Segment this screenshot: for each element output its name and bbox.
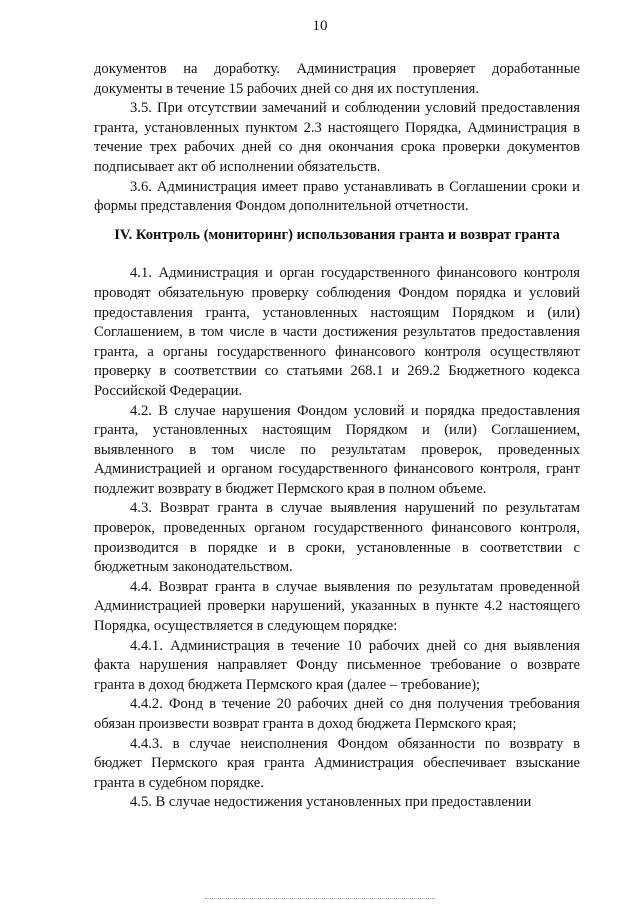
section-heading: IV. Контроль (мониторинг) использования гранта и возврат гранта [114,226,560,243]
bottom-divider [205,898,435,899]
paragraph-4-5: 4.5. В случае недостижения установленных при предоставлении [130,794,532,811]
paragraph-4-2: 4.2. В случае нарушения Фондом условий и порядка предоставления гранта, установленных настоящим Порядком и (или) Соглашением, выявленного в том числе по результатам проверок, проведенных Администрацией и органом государственного финансового контроля, грант подлежит возврату в бюджет Пермского края в полном объеме. [94,402,580,497]
paragraph-4-4-3: 4.4.3. в случае неисполнения Фондом обязанности по возврату в бюджет Пермского края гранта Администрация обеспечивает взыскание гранта в судебном порядке. [94,735,580,791]
paragraph-3-5: 3.5. При отсутствии замечаний и соблюдении условий предоставления гранта, установленных пунктом 2.3 настоящего Порядка, Администрация в течение трех рабочих дней со дня окончания срока проверки документов подписывает акт об исполнении обязательств. [94,100,580,175]
page-number: 10 [312,18,328,34]
paragraph-continuation: документов на доработку. Администрация проверяет доработанные документы в течение 15 рабочих дней со дня их поступления. [94,61,580,97]
paragraph-4-4: 4.4. Возврат гранта в случае выявления по результатам проведенной Администрацией проверки нарушений, указанных в пункте 4.2 настоящего Порядка, осуществляется в следующем порядке: [94,578,580,635]
paragraph-4-4-1: 4.4.1. Администрация в течение 10 рабочих дней со дня выявления факта нарушения направляет Фонду письменное требование о возврате гранта в доход бюджета Пермского края (далее – требование); [94,637,580,693]
paragraph-4-1: 4.1. Администрация и орган государственного финансового контроля проводят обязательную проверку соблюдения Фондом порядка и условий предоставления гранта, установленных настоящим Порядком и (или) Соглашением, в том числе в части достижения результатов предоставления гранта, а органы государственного финансового контроля осуществляют проверку в соответствии со статьями 268.1 и 269.2 Бюджетного кодекса Российской Федерации. [94,265,580,399]
paragraph-3-6: 3.6. Администрация имеет право устанавливать в Соглашении сроки и формы представления Фондом дополнительной отчетности. [94,178,580,215]
paragraph-4-3: 4.3. Возврат гранта в случае выявления нарушений по результатам проверок, проведенных органом государственного финансового контроля, производится в порядке и в сроки, установленные в соответствии с бюджетным законодательством. [94,500,580,576]
document-body [94,60,580,813]
paragraph-4-4-2: 4.4.2. Фонд в течение 20 рабочих дней со дня получения требования обязан произвести возврат гранта в доход бюджета Пермского края; [94,696,580,732]
